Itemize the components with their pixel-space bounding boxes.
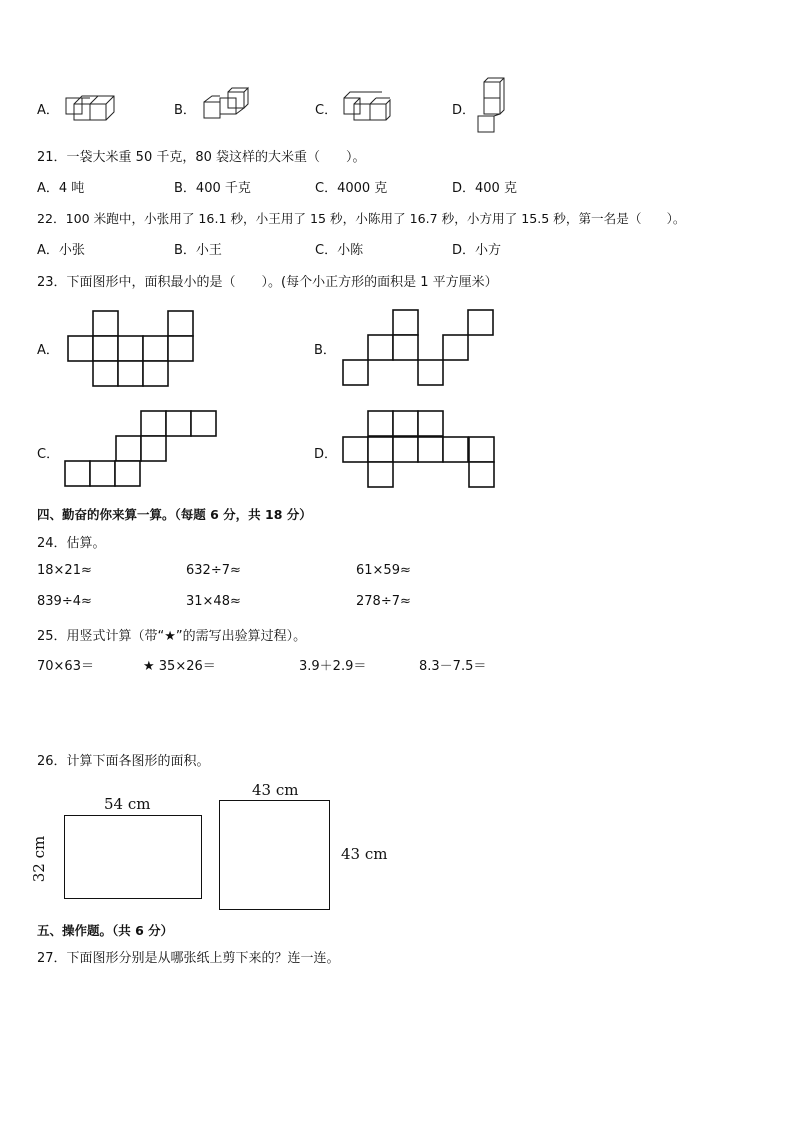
q22-option-a: A．小张 xyxy=(37,243,85,258)
q24-item-2: 632÷7≈ xyxy=(186,563,241,578)
cube-figure-d xyxy=(474,76,508,136)
q23-label-a: A． xyxy=(37,343,59,358)
q24-item-5: 31×48≈ xyxy=(186,594,241,609)
grid-shape-a xyxy=(68,310,198,388)
cube-figure-c xyxy=(340,92,400,124)
grid-shape-d xyxy=(343,410,499,490)
q21-stem: 21．一袋大米重 50 千克，80 袋这样的大米重（ ）。 xyxy=(37,150,366,165)
q22-stem: 22．100 米跑中，小张用了 16.1 秒，小王用了 15 秒，小陈用了 16.7 秒，小方用了 15.5 秒，第一名是（ ）。 xyxy=(37,211,686,226)
q25-item-3: 3.9＋2.9＝ xyxy=(299,659,367,674)
option-a-label: A． xyxy=(37,103,59,118)
q22-option-b: B．小王 xyxy=(174,243,222,258)
q24-item-6: 278÷7≈ xyxy=(356,594,411,609)
option-b-label: B． xyxy=(174,103,196,118)
rectangle-figure xyxy=(64,815,202,899)
grid-shape-b xyxy=(343,309,495,387)
q23-label-c: C． xyxy=(37,447,60,462)
q24-stem: 24．估算。 xyxy=(37,536,106,551)
square-top-label: 43 cm xyxy=(252,781,299,799)
q25-stem: 25．用竖式计算（带“★”的需写出验算过程）。 xyxy=(37,629,307,644)
q23-stem: 23．下面图形中，面积最小的是（ ）。(每个小正方形的面积是 1 平方厘米） xyxy=(37,275,498,290)
q21-option-a: A．4 吨 xyxy=(37,181,85,196)
q25-item-1: 70×63＝ xyxy=(37,659,94,674)
q25-item-4: 8.3－7.5＝ xyxy=(419,659,487,674)
q27-stem: 27．下面图形分别是从哪张纸上剪下来的？连一连。 xyxy=(37,951,340,966)
cube-figure-b xyxy=(200,88,260,124)
q24-item-1: 18×21≈ xyxy=(37,563,92,578)
grid-shape-c xyxy=(64,410,220,488)
option-c-label: C． xyxy=(315,103,338,118)
q24-item-3: 61×59≈ xyxy=(356,563,411,578)
q26-stem: 26．计算下面各图形的面积。 xyxy=(37,754,210,769)
rectangle-height-label: 32 cm xyxy=(30,835,49,883)
q22-option-d: D．小方 xyxy=(452,243,502,258)
square-side-label: 43 cm xyxy=(341,845,388,863)
q23-label-d: D． xyxy=(314,447,338,462)
q22-option-c: C．小陈 xyxy=(315,243,364,258)
section-five-heading: 五、操作题。（共 6 分） xyxy=(37,923,174,938)
square-figure xyxy=(219,800,330,910)
q21-option-c: C．4000 克 xyxy=(315,181,388,196)
q24-item-4: 839÷4≈ xyxy=(37,594,92,609)
cube-figure-a xyxy=(62,92,122,124)
section-four-heading: 四、勤奋的你来算一算。（每题 6 分，共 18 分） xyxy=(37,507,312,522)
option-d-label: D． xyxy=(452,103,476,118)
rectangle-width-label: 54 cm xyxy=(104,795,151,813)
q25-item-2: ★ 35×26＝ xyxy=(143,659,216,674)
q21-option-d: D．400 克 xyxy=(452,181,517,196)
q21-option-b: B．400 千克 xyxy=(174,181,251,196)
q23-label-b: B． xyxy=(314,343,336,358)
